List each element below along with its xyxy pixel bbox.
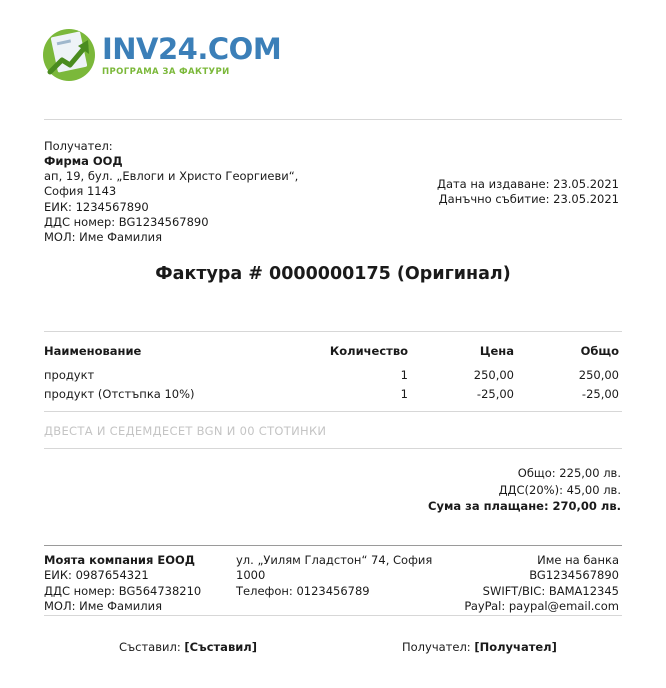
bank-iban: BG1234567890	[529, 568, 619, 582]
item-price: -25,00	[476, 387, 514, 401]
recipient-heading: Получател:	[44, 139, 113, 153]
item-total: -25,00	[581, 387, 619, 401]
item-name: продукт	[44, 368, 95, 382]
bank-swift: SWIFT/BIC: BAMA12345	[482, 584, 619, 598]
bank-paypal: PayPal: paypal@email.com	[464, 599, 619, 613]
item-total: 250,00	[578, 368, 619, 382]
signature-received	[402, 640, 557, 655]
signature-compiled-value: [Съставил]	[184, 640, 257, 654]
bank-name: Име на банка	[537, 553, 619, 567]
item-name: продукт (Отстъпка 10%)	[44, 387, 195, 401]
recipient-mol: МОЛ: Име Фамилия	[44, 230, 162, 244]
item-quantity: 1	[400, 368, 408, 382]
supplier-company: Моята компания ЕООД	[44, 553, 196, 567]
logo-tagline: ПРОГРАМА ЗА ФАКТУРИ	[102, 67, 230, 77]
grand-total: Сума за плащане: 270,00 лв.	[428, 499, 621, 513]
column-header-quantity: Количество	[329, 344, 408, 358]
table-top-divider	[44, 331, 622, 332]
recipient-eik: ЕИК: 1234567890	[44, 200, 149, 214]
column-header-total: Общо	[580, 344, 619, 358]
logo-icon	[42, 28, 96, 82]
supplier-address-line2: 1000	[236, 568, 266, 582]
signature-received-label: Получател:	[402, 640, 471, 654]
supplier-vat: ДДС номер: BG564738210	[44, 584, 202, 598]
recipient-vat: ДДС номер: BG1234567890	[44, 215, 209, 229]
logo-wordmark: INV24.COM	[102, 32, 282, 66]
supplier-phone: Телефон: 0123456789	[236, 584, 370, 598]
recipient-address-line1: ап, 19, бул. „Евлоги и Христо Георгиеви“,	[44, 169, 299, 183]
signature-received-value: [Получател]	[474, 640, 557, 654]
vat-total: ДДС(20%): 45,00 лв.	[498, 483, 621, 497]
item-quantity: 1	[400, 387, 408, 401]
signature-compiled	[119, 640, 257, 655]
column-header-name: Наименование	[44, 344, 142, 358]
signature-compiled-label: Съставил:	[119, 640, 181, 654]
supplier-eik: ЕИК: 0987654321	[44, 568, 149, 582]
words-divider	[44, 448, 622, 449]
supplier-address-line1: ул. „Уилям Гладстон“ 74, София	[236, 553, 433, 567]
invoice-title: Фактура # 0000000175 (Оригинал)	[155, 264, 511, 284]
recipient-address-line2: София 1143	[44, 184, 117, 198]
header-divider	[44, 119, 622, 120]
issue-date: Дата на издаване: 23.05.2021	[436, 177, 619, 191]
amount-in-words: ДВЕСТА И СЕДЕМДЕСЕТ BGN И 00 СТОТИНКИ	[44, 424, 327, 438]
footer-bottom-divider	[44, 615, 622, 616]
item-price: 250,00	[473, 368, 514, 382]
recipient-company: Фирма ООД	[44, 154, 123, 168]
tax-event-date: Данъчно събитие: 23.05.2021	[438, 192, 619, 206]
subtotal: Общо: 225,00 лв.	[517, 466, 621, 480]
supplier-mol: МОЛ: Име Фамилия	[44, 599, 162, 613]
table-bottom-divider	[44, 411, 622, 412]
column-header-price: Цена	[479, 344, 514, 358]
footer-top-divider	[44, 545, 622, 546]
